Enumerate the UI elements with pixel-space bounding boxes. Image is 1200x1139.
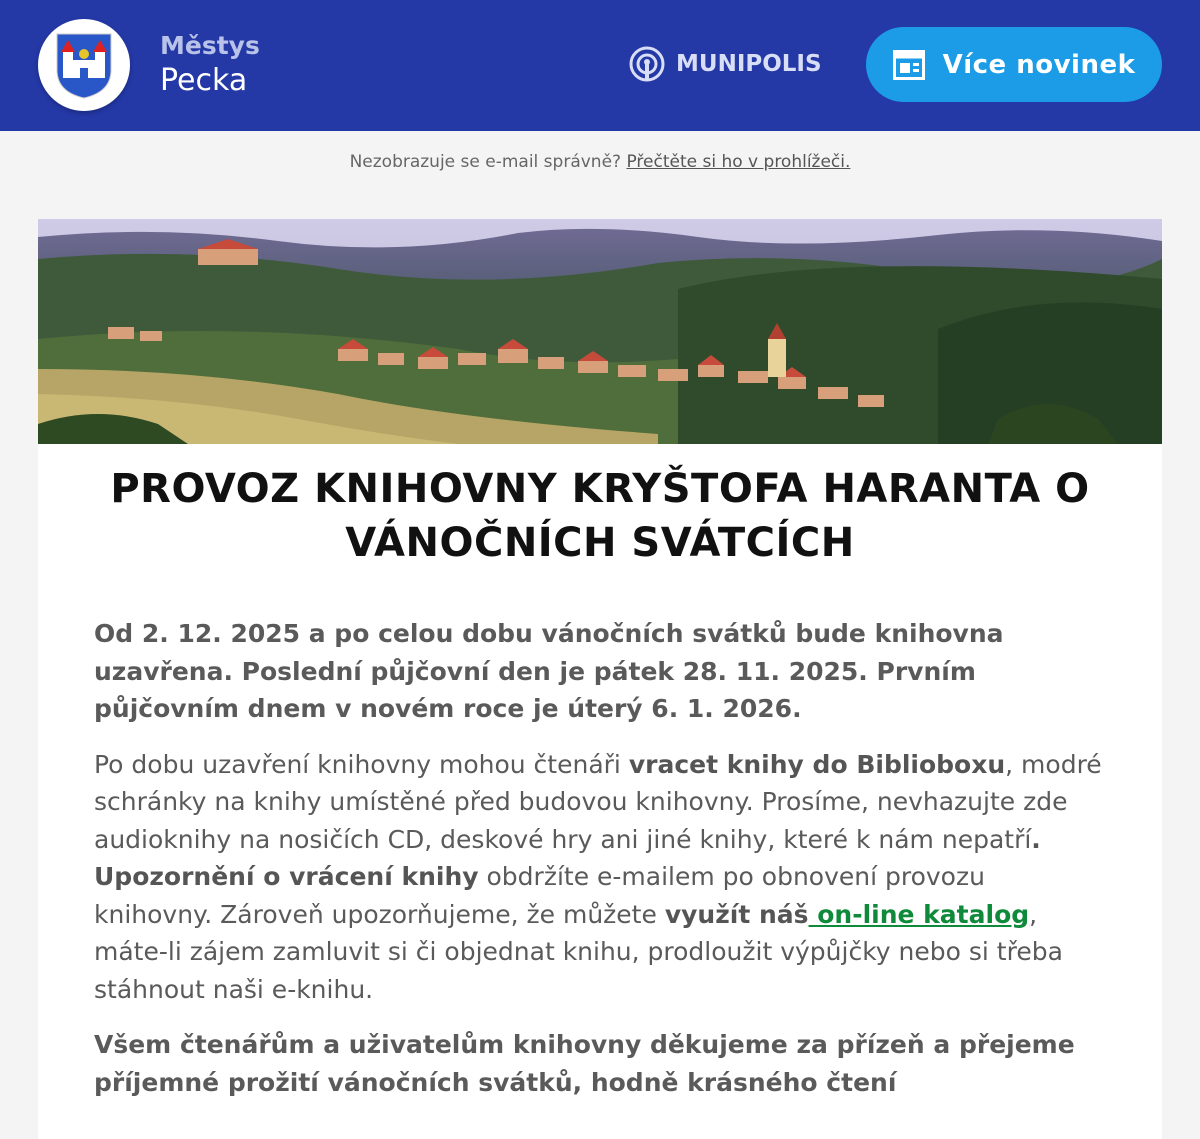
paragraph-text: Po dobu uzavření knihovny mohou čtenáři	[94, 749, 629, 779]
munipolis-brand[interactable]	[628, 45, 822, 83]
hero-landscape-image	[38, 219, 1162, 444]
article-title: PROVOZ KNIHOVNY KRYŠTOFA HARANTA O VÁNOČNÍCH SVÁTCÍCH	[110, 466, 1090, 566]
crest-icon	[51, 30, 117, 100]
article-lead: Od 2. 12. 2025 a po celou dobu vánočních svátků bude knihovna uzavřena. Poslední půjčovní den je pátek 28. 11. 2025. Prvním půjčovním dnem v novém roce je úterý 6. 1. 2026.	[94, 619, 1004, 723]
browser-notice-text: Nezobrazuje se e-mail správně?	[349, 152, 627, 172]
browser-notice	[0, 152, 1200, 172]
more-news-label: Více novinek	[942, 49, 1136, 80]
newspaper-icon	[893, 50, 925, 80]
paragraph-text: obdržíte e-mailem po obnovení provozu knihovny. Zároveň upozorňujeme, že můžete	[94, 862, 985, 929]
biblio-box-highlight: vracet knihy do Biblioboxu	[628, 749, 1006, 779]
online-catalog-link[interactable]: on-line katalog	[808, 899, 1030, 929]
email-header	[0, 0, 1200, 131]
paragraph-text: , máte-li zájem zamluvit si či objednat knihu, prodloužit výpůjčky nebo si třeba stáhnout naši e-knihu.	[94, 899, 1063, 1004]
town-name-block	[160, 30, 260, 100]
town-name: Pecka	[160, 63, 248, 98]
return-notice-highlight: Upozornění o vrácení knihy	[94, 862, 479, 891]
town-crest-logo[interactable]	[38, 19, 130, 111]
paragraph-text: .	[1031, 824, 1041, 854]
munipolis-label: MUNIPOLIS	[676, 51, 822, 77]
paragraph-text: , modré schránky na knihy umístěné před budovou knihovny. Prosíme, nevhazujte zde audioknihy na nosičích CD, deskové hry ani jiné knihy, které k nám nepatří	[94, 749, 1102, 854]
broadcast-icon	[628, 45, 666, 83]
use-our-highlight: využít náš	[664, 899, 809, 929]
article-paragraph	[94, 746, 1106, 1009]
thanks-paragraph: Všem čtenářům a uživatelům knihovny děkujeme za přízeň a přejeme příjemné prožití vánočních svátků, hodně krásného čtení	[94, 1030, 1075, 1097]
view-in-browser-link[interactable]: Přečtěte si ho v prohlížeči.	[626, 152, 851, 172]
article-body	[38, 615, 1162, 1101]
article-card	[38, 219, 1162, 1139]
more-news-button[interactable]	[866, 27, 1162, 102]
town-prefix: Městys	[160, 31, 260, 60]
